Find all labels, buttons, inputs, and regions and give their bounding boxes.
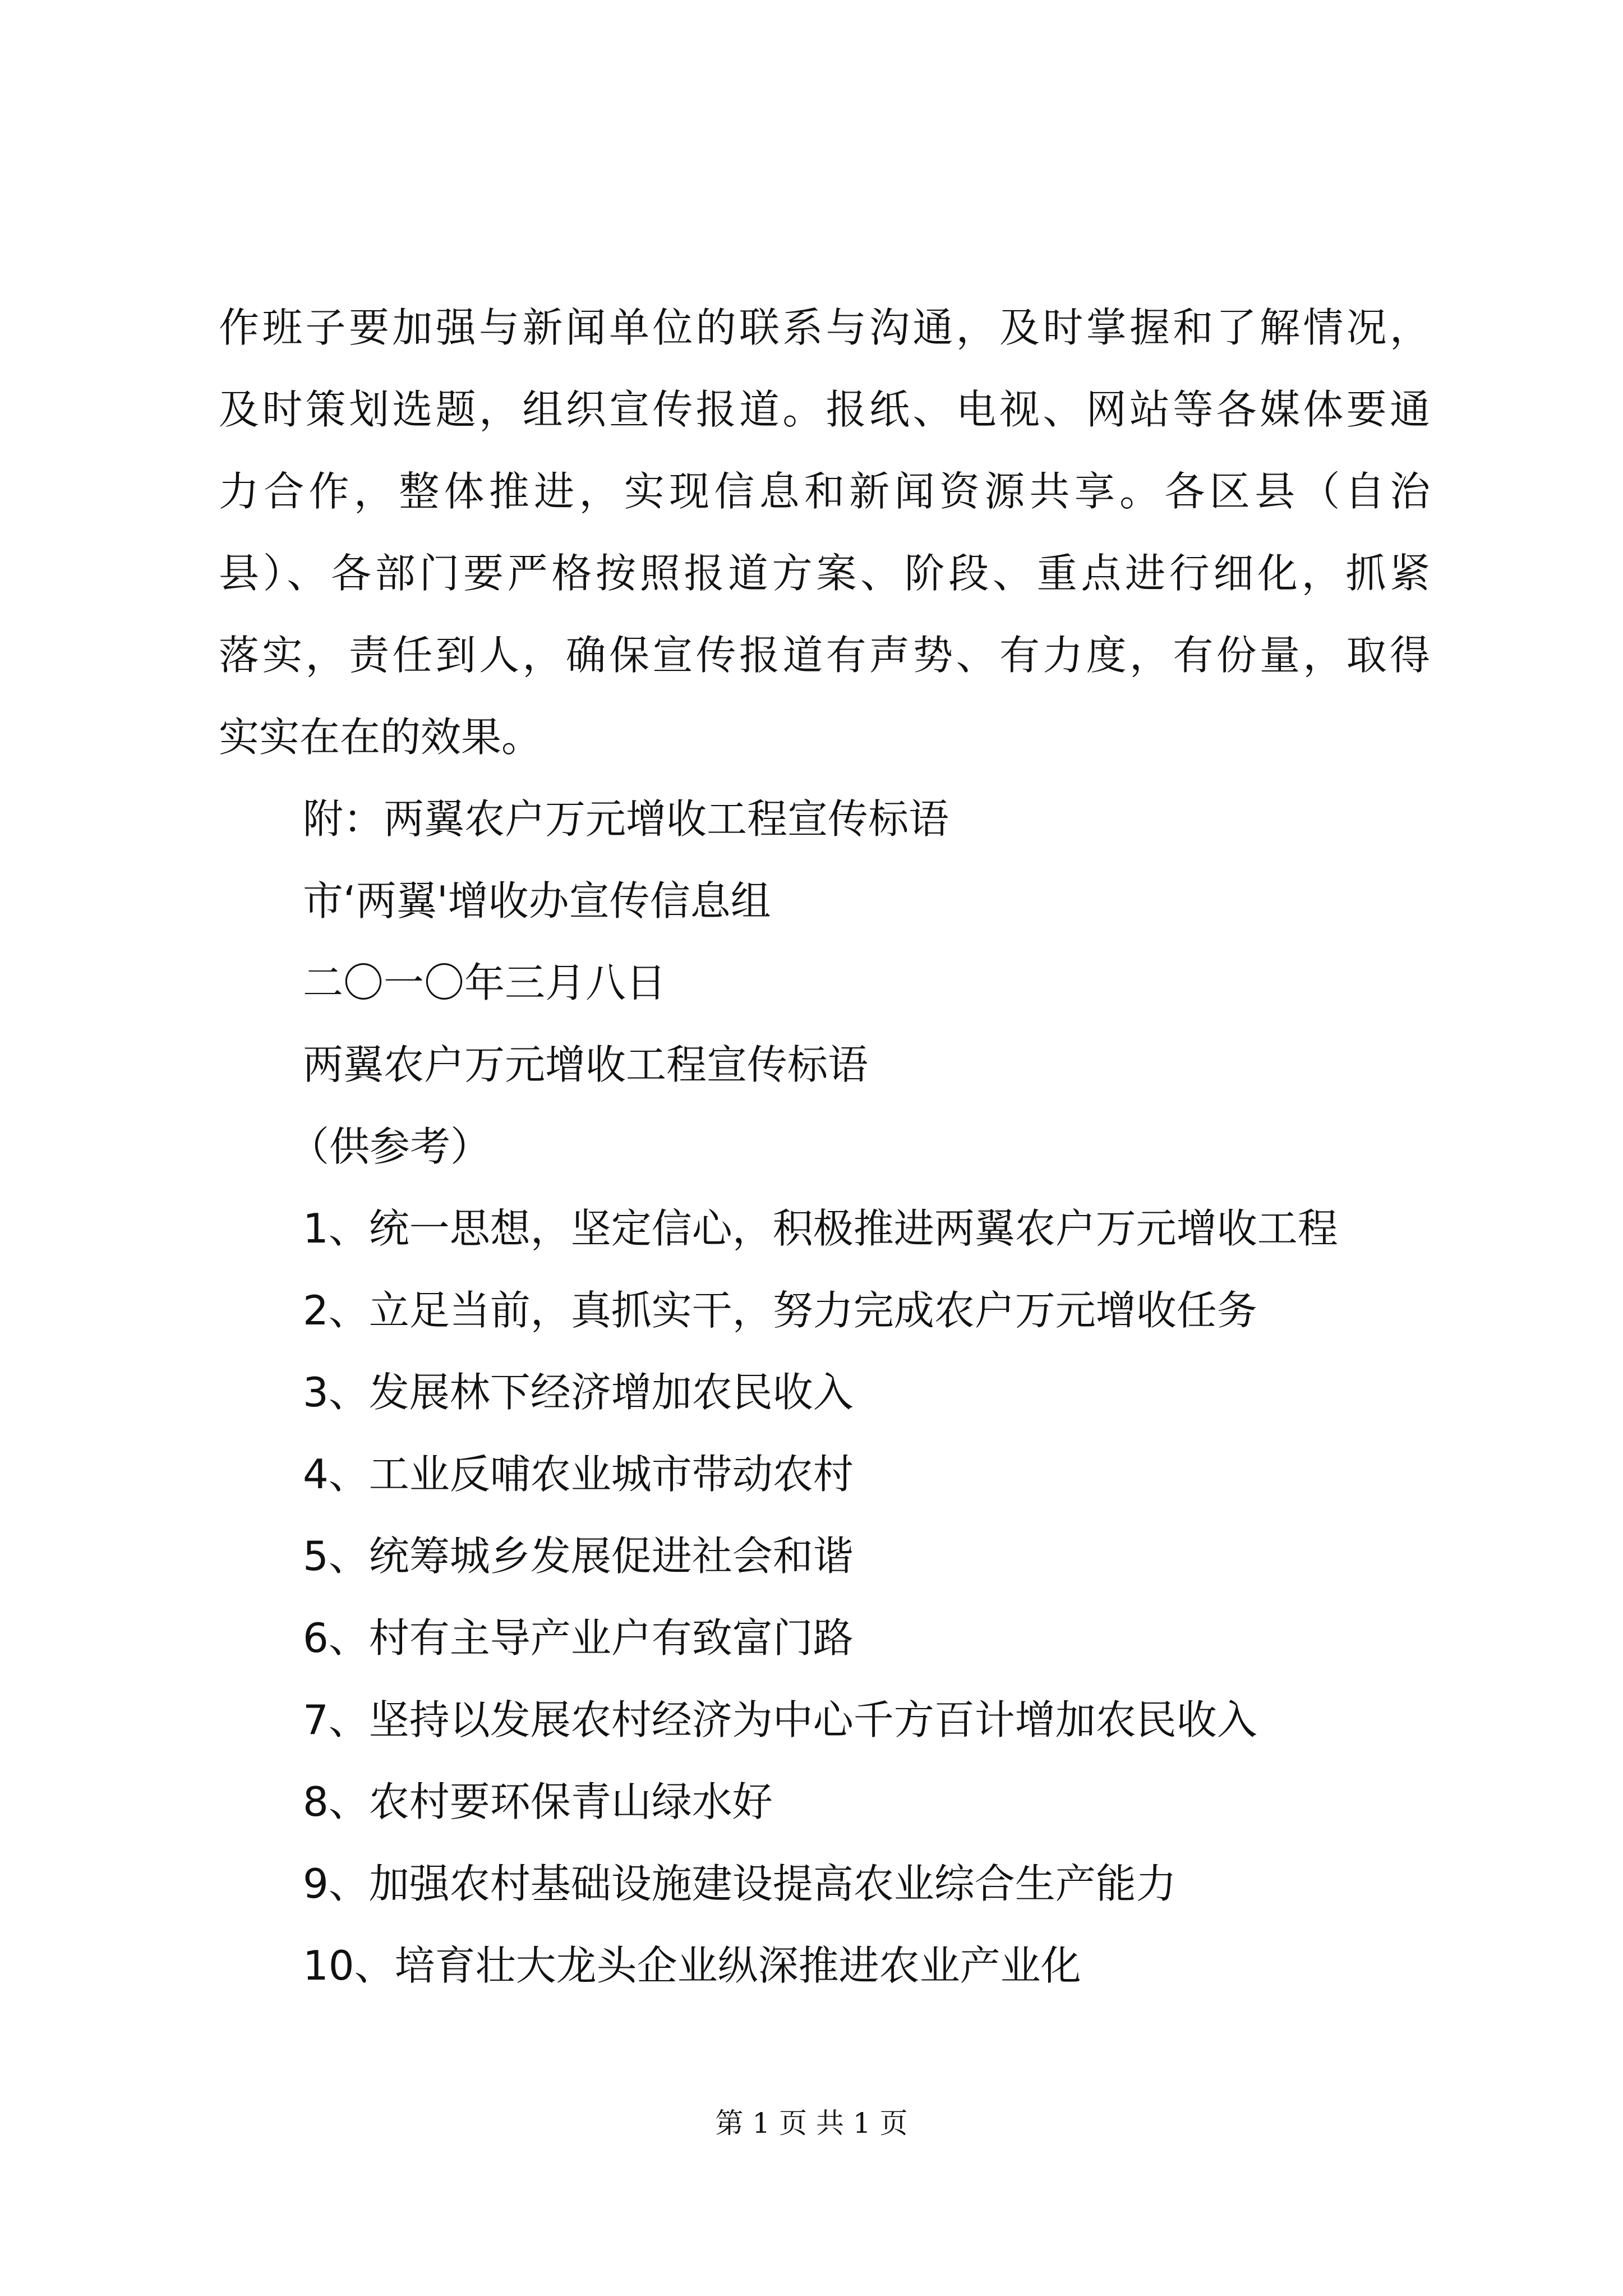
slogan-item: 7、坚持以发展农村经济为中心千方百计增加农民收入 bbox=[303, 1696, 1257, 1743]
slogan-title: 两翼农户万元增收工程宣传标语 bbox=[303, 1041, 869, 1088]
slogan-item: 4、工业反哺农业城市带动农村 bbox=[303, 1451, 854, 1498]
paragraph-line-4: 县）、各部门要严格按照报道方案、阶段、重点进行细化，抓紧 bbox=[219, 550, 1430, 597]
attachment-line: 附：两翼农户万元增收工程宣传标语 bbox=[303, 795, 949, 843]
slogan-note: （供参考） bbox=[289, 1123, 491, 1170]
date-line: 二〇一〇年三月八日 bbox=[303, 959, 667, 1006]
paragraph-line-1: 作班子要加强与新闻单位的联系与沟通，及时掌握和了解情况， bbox=[219, 304, 1430, 351]
paragraph-line-5: 落实，责任到人，确保宣传报道有声势、有力度，有份量，取得 bbox=[219, 632, 1430, 679]
slogan-item: 6、村有主导产业户有致富门路 bbox=[303, 1614, 854, 1662]
slogan-item: 3、发展林下经济增加农民收入 bbox=[303, 1369, 854, 1416]
slogan-item: 1、统一思想，坚定信心，积极推进两翼农户万元增收工程 bbox=[303, 1205, 1338, 1252]
page-footer: 第 1 页 共 1 页 bbox=[715, 2107, 908, 2139]
slogan-item: 10、培育壮大龙头企业纵深推进农业产业化 bbox=[303, 1942, 1081, 1989]
paragraph-line-2: 及时策划选题，组织宣传报道。报纸、电视、网站等各媒体要通 bbox=[219, 386, 1430, 433]
slogan-item: 5、统筹城乡发展促进社会和谐 bbox=[303, 1533, 854, 1580]
paragraph-line-6: 实实在在的效果。 bbox=[219, 714, 542, 761]
slogan-item: 8、农村要环保青山绿水好 bbox=[303, 1778, 773, 1825]
paragraph-line-3: 力合作，整体推进，实现信息和新闻资源共享。各区县（自治 bbox=[219, 468, 1430, 515]
slogan-item: 2、立足当前，真抓实干，努力完成农户万元增收任务 bbox=[303, 1287, 1257, 1334]
issuer-line: 市‘两翼'增收办宣传信息组 bbox=[303, 877, 771, 924]
slogan-item: 9、加强农村基础设施建设提高农业综合生产能力 bbox=[303, 1860, 1177, 1907]
